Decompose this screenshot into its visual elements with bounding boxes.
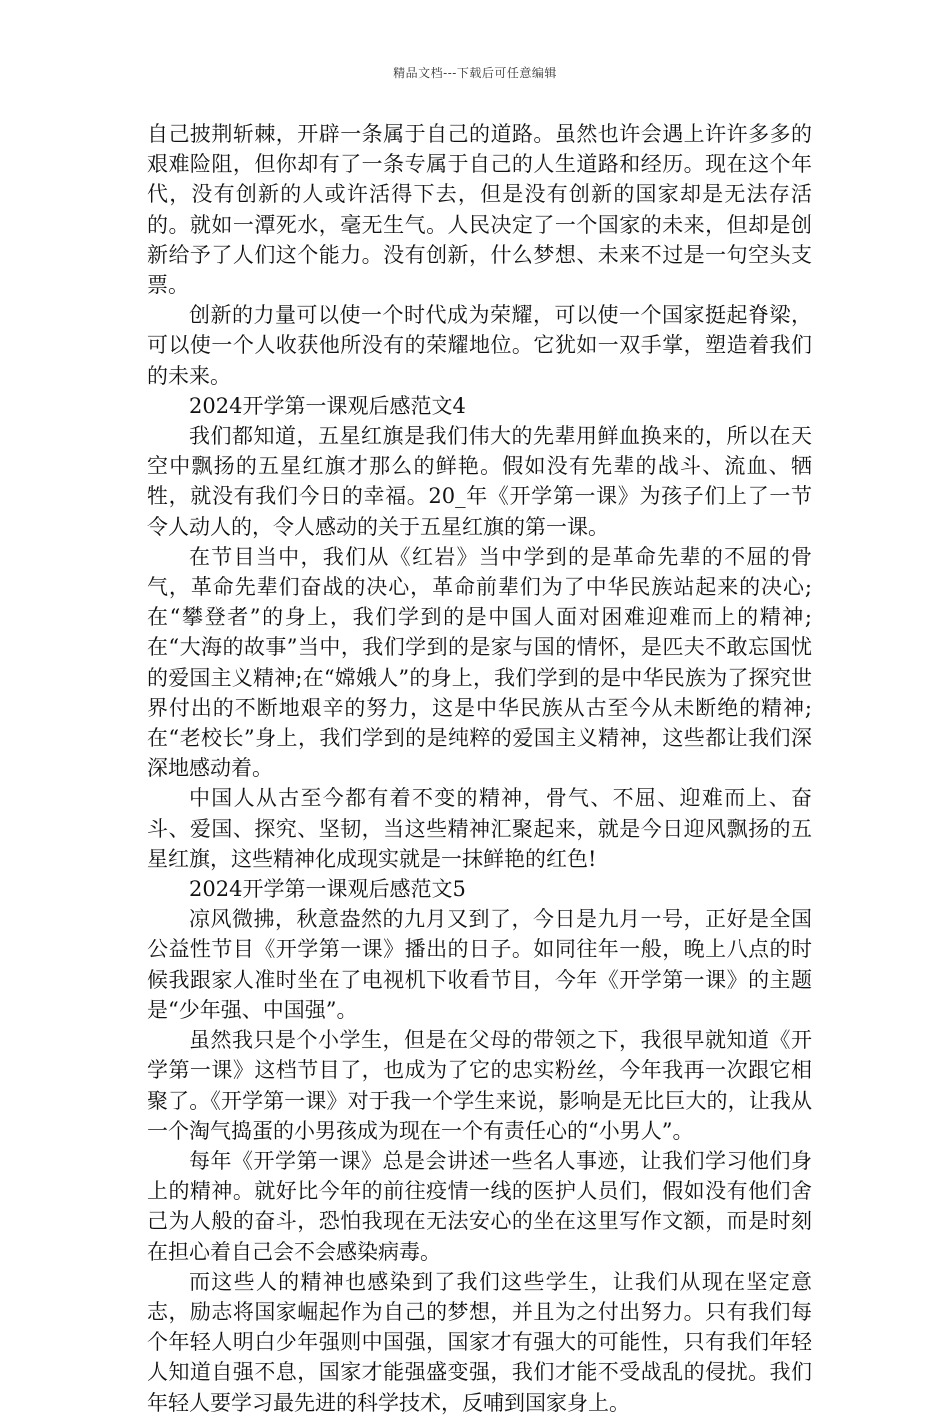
- paragraph: 虽然我只是个小学生，但是在父母的带领之下，我很早就知道《开学第一课》这档节目了，也成为了它的忠实粉丝，今年我再一次跟它相聚了。《开学第一课》对于我一个学生来说，影响是无比巨大的，让我从一个淘气捣蛋的小男孩成为现在一个有责任心的“小男人”。: [147, 1028, 812, 1143]
- paragraph: 创新的力量可以使一个时代成为荣耀，可以使一个国家挺起脊梁，可以使一个人收获他所没有的荣耀地位。它犹如一双手掌，塑造着我们的未来。: [147, 303, 812, 388]
- section-heading: 2024开学第一课观后感范文4: [189, 393, 466, 418]
- paragraph: 在节目当中，我们从《红岩》当中学到的是革命先辈的不屈的骨气，革命先辈们奋战的决心，革命前辈们为了中华民族站起来的决心;在“攀登者”的身上，我们学到的是中国人面对困难迎难而上的精神;在“大海的故事”当中，我们学到的是家与国的情怀，是匹夫不敢忘国忧的爱国主义精神;在“嫦娥人”的身上，我们学到的是中华民族为了探究世界付出的不断地艰辛的努力，这是中华民族从古至今从未断绝的精神;在“老校长”身上，我们学到的是纯粹的爱国主义精神，这些都让我们深深地感动着。: [147, 544, 812, 781]
- page-header: 精品文档---下载后可任意编辑: [393, 66, 557, 80]
- paragraph: 中国人从古至今都有着不变的精神，骨气、不屈、迎难而上、奋斗、爱国、探究、坚韧，当这些精神汇聚起来，就是今日迎风飘扬的五星红旗，这些精神化成现实就是一抹鲜艳的红色!: [147, 786, 812, 871]
- section-heading: 2024开学第一课观后感范文5: [189, 877, 466, 902]
- paragraph: 每年《开学第一课》总是会讲述一些名人事迹，让我们学习他们身上的精神。就好比今年的前往疫情一线的医护人员们，假如没有他们舍己为人般的奋斗，恐怕我现在无法安心的坐在这里写作文额，而是时刻在担心着自己会不会感染病毒。: [147, 1148, 812, 1264]
- document-body: [147, 119, 812, 1418]
- paragraph: 而这些人的精神也感染到了我们这些学生，让我们从现在坚定意志，励志将国家崛起作为自己的梦想，并且为之付出努力。只有我们每个年轻人明白少年强则中国强，国家才有强大的可能性，只有我们年轻人知道自强不息，国家才能强盛变强，我们才能不受战乱的侵扰。我们年轻人要学习最先进的科学技术，反哺到国家身上。: [147, 1269, 812, 1415]
- paragraph: 凉风微拂，秋意盎然的九月又到了，今日是九月一号，正好是全国公益性节目《开学第一课》播出的日子。如同往年一般，晚上八点的时候我跟家人准时坐在了电视机下收看节目，今年《开学第一课》的主题是“少年强、中国强”。: [147, 907, 812, 1022]
- paragraph: 我们都知道，五星红旗是我们伟大的先辈用鲜血换来的，所以在天空中飘扬的五星红旗才那么的鲜艳。假如没有先辈的战斗、流血、牺牲，就没有我们今日的幸福。20_年《开学第一课》为孩子们上了一节令人动人的，令人感动的关于五星红旗的第一课。: [147, 424, 812, 539]
- paragraph: 自己披荆斩棘，开辟一条属于自己的道路。虽然也许会遇上许许多多的艰难险阻，但你却有了一条专属于自己的人生道路和经历。现在这个年代，没有创新的人或许活得下去，但是没有创新的国家却是无法存活的。就如一潭死水，毫无生气。人民决定了一个国家的未来，但却是创新给予了人们这个能力。没有创新，什么梦想、未来不过是一句空头支票。: [147, 122, 812, 298]
